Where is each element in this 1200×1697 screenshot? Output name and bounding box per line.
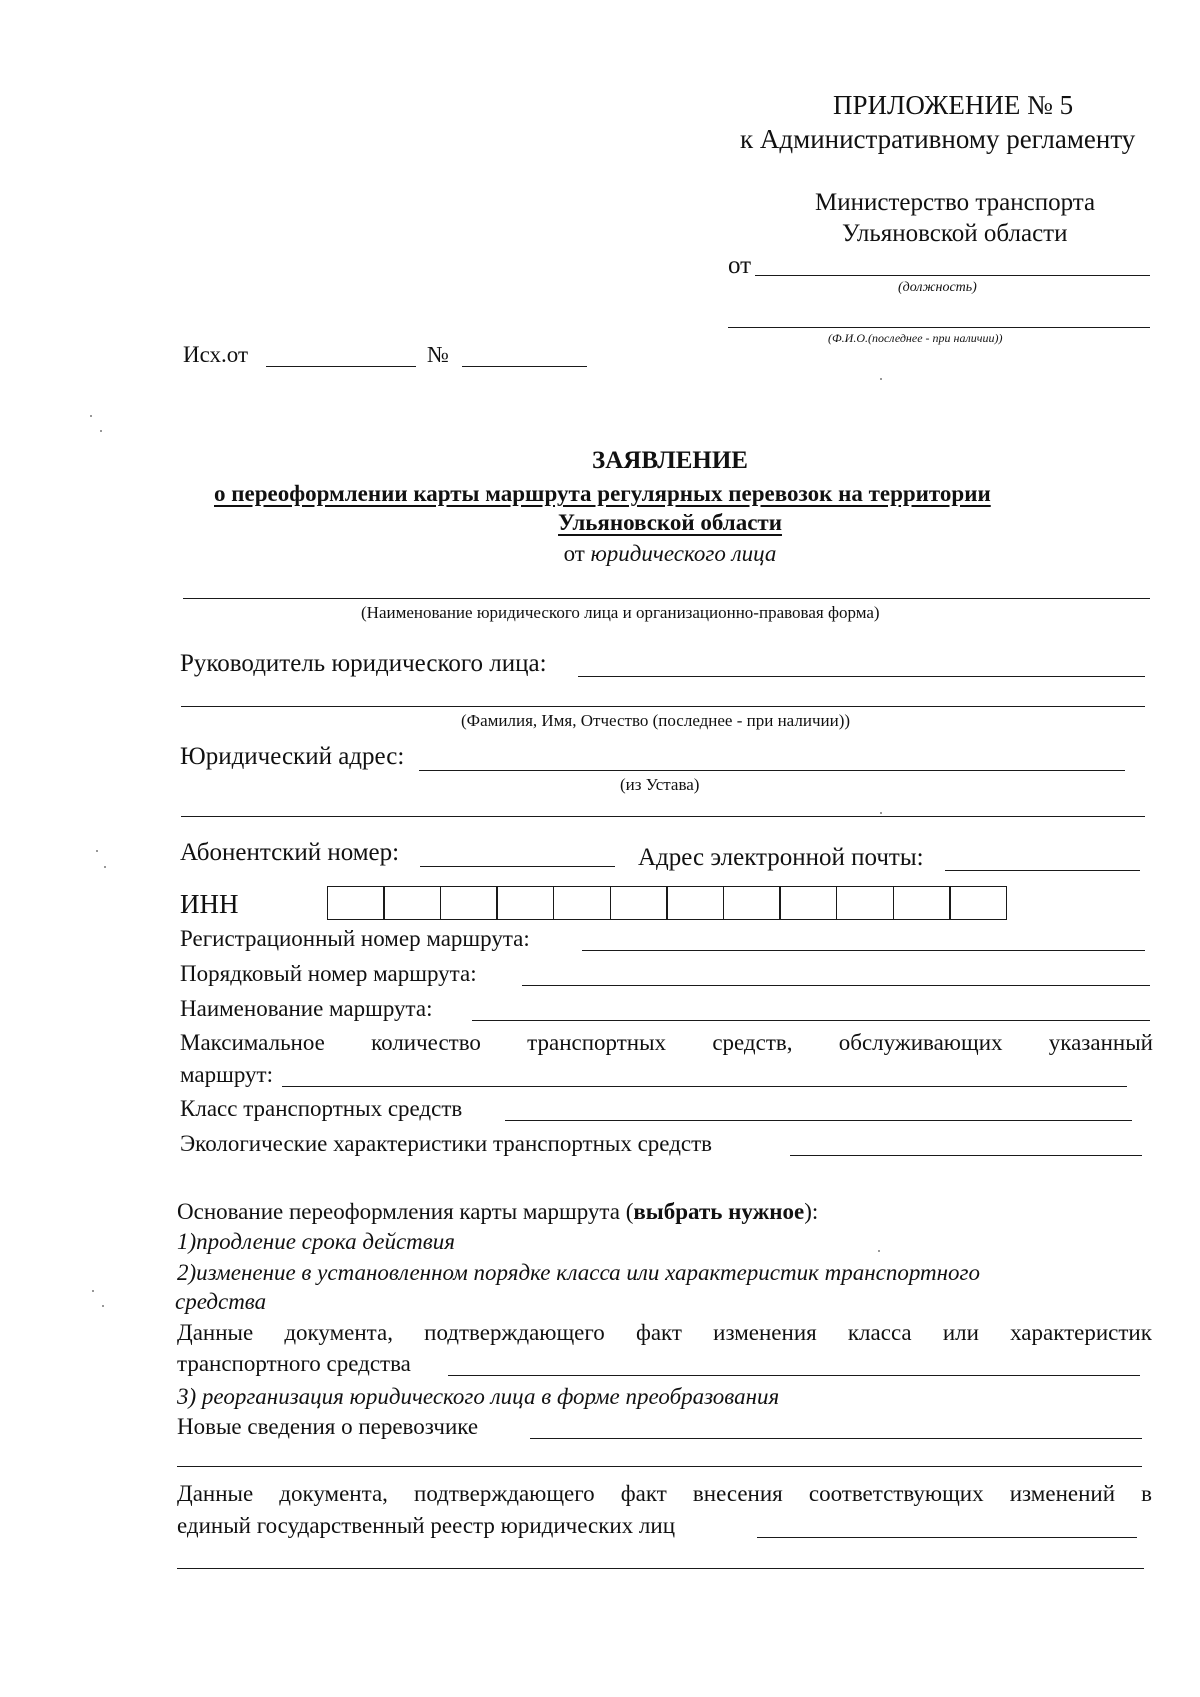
basis-doc-label-line-1: Данные документа, подтверждающего факт изменения класса или характеристик	[177, 1320, 1152, 1345]
egrul-field[interactable]	[757, 1537, 1137, 1538]
route-serial-number-label: Порядковый номер маршрута:	[180, 961, 477, 986]
egrul-label-line-2: единый государственный реестр юридических лиц	[177, 1513, 676, 1538]
scan-speck	[878, 1250, 880, 1252]
route-serial-number-field[interactable]	[522, 985, 1150, 986]
basis-intro: Основание переоформления карты маршрута (выбрать нужное):	[177, 1199, 819, 1224]
outgoing-number-field[interactable]	[462, 366, 587, 367]
scan-speck	[96, 850, 98, 852]
scan-speck	[102, 1305, 104, 1307]
route-reg-number-field[interactable]	[582, 950, 1145, 951]
route-name-field[interactable]	[472, 1020, 1150, 1021]
inn-digit-cell[interactable]	[327, 886, 385, 920]
eco-label: Экологические характеристики транспортных средств	[180, 1131, 713, 1156]
address-caption: (из Устава)	[620, 775, 700, 794]
inn-input-grid[interactable]	[328, 886, 1007, 920]
address-field[interactable]	[419, 770, 1125, 771]
fio-field[interactable]	[728, 327, 1150, 328]
head-field-line-2[interactable]	[181, 706, 1145, 707]
inn-digit-cell[interactable]	[723, 886, 781, 920]
inn-digit-cell[interactable]	[949, 886, 1007, 920]
vehicle-class-label: Класс транспортных средств	[180, 1096, 463, 1121]
outgoing-label: Исх.от	[183, 342, 249, 367]
scan-speck	[100, 430, 102, 432]
max-vehicles-label-line-1: Максимальное количество транспортных средств, обслуживающих указанный	[180, 1030, 1153, 1055]
head-caption: (Фамилия, Имя, Отчество (последнее - при наличии))	[461, 711, 851, 730]
ministry-line-2: Ульяновской области	[842, 220, 1068, 247]
outgoing-date-field[interactable]	[266, 366, 416, 367]
basis-doc-field[interactable]	[448, 1375, 1140, 1376]
inn-digit-cell[interactable]	[496, 886, 554, 920]
scan-speck	[880, 812, 882, 814]
new-info-field[interactable]	[530, 1438, 1142, 1439]
entity-name-caption: (Наименование юридического лица и организационно-правовая форма)	[361, 603, 880, 622]
address-label: Юридический адрес:	[180, 743, 405, 770]
entity-name-field[interactable]	[183, 598, 1150, 599]
inn-digit-cell[interactable]	[836, 886, 894, 920]
fio-caption: (Ф.И.О.(последнее - при наличии))	[828, 331, 1003, 345]
appendix-title: ПРИЛОЖЕНИЕ № 5	[833, 90, 1074, 120]
appendix-subtitle: к Административному регламенту	[740, 124, 1136, 154]
outgoing-number-sign: №	[427, 342, 449, 367]
scan-speck	[92, 1290, 94, 1292]
inn-digit-cell[interactable]	[893, 886, 951, 920]
new-info-field-line-2[interactable]	[177, 1466, 1142, 1467]
route-reg-number-label: Регистрационный номер маршрута:	[180, 926, 530, 951]
basis-option-3[interactable]: 3) реорганизация юридического лица в форме преобразования	[177, 1384, 780, 1409]
eco-field[interactable]	[790, 1155, 1142, 1156]
document-subtitle-line-2: Ульяновской области	[558, 510, 782, 535]
inn-digit-cell[interactable]	[553, 886, 611, 920]
egrul-label-line-1: Данные документа, подтверждающего факт внесения соответствующих изменений в	[177, 1481, 1152, 1506]
document-from-entity: от юридического лица	[563, 541, 777, 566]
position-field[interactable]	[755, 275, 1150, 276]
basis-option-2-line-1[interactable]: 2)изменение в установленном порядке класса или характеристик транспортного	[177, 1260, 981, 1285]
ministry-line-1: Министерство транспорта	[815, 189, 1096, 216]
phone-field[interactable]	[420, 866, 615, 867]
from-label: от	[728, 252, 752, 279]
new-info-label: Новые сведения о перевозчике	[177, 1414, 479, 1439]
phone-label: Абонентский номер:	[180, 839, 400, 866]
route-name-label: Наименование маршрута:	[180, 996, 433, 1021]
address-field-line-2[interactable]	[181, 816, 1145, 817]
email-label: Адрес электронной почты:	[638, 844, 924, 871]
position-caption: (должность)	[898, 280, 977, 295]
inn-digit-cell[interactable]	[666, 886, 724, 920]
email-field[interactable]	[945, 870, 1140, 871]
basis-option-1[interactable]: 1)продление срока действия	[177, 1229, 455, 1254]
inn-digit-cell[interactable]	[440, 886, 498, 920]
max-vehicles-field[interactable]	[282, 1086, 1127, 1087]
inn-digit-cell[interactable]	[610, 886, 668, 920]
vehicle-class-field[interactable]	[505, 1120, 1132, 1121]
basis-doc-label-line-2: транспортного средства	[177, 1351, 411, 1376]
scan-speck	[880, 378, 882, 380]
egrul-field-line-2[interactable]	[177, 1568, 1144, 1569]
document-heading: ЗАЯВЛЕНИЕ	[592, 447, 748, 474]
scan-speck	[104, 866, 106, 868]
inn-digit-cell[interactable]	[383, 886, 441, 920]
head-label: Руководитель юридического лица:	[180, 650, 547, 677]
document-subtitle-line-1: о переоформлении карты маршрута регулярных перевозок на территории	[214, 481, 991, 506]
basis-option-2-line-2[interactable]: средства	[175, 1289, 267, 1314]
max-vehicles-label-line-2: маршрут:	[180, 1062, 273, 1087]
inn-label: ИНН	[180, 889, 239, 919]
scan-speck	[90, 415, 92, 417]
head-field[interactable]	[578, 676, 1145, 677]
inn-digit-cell[interactable]	[779, 886, 837, 920]
